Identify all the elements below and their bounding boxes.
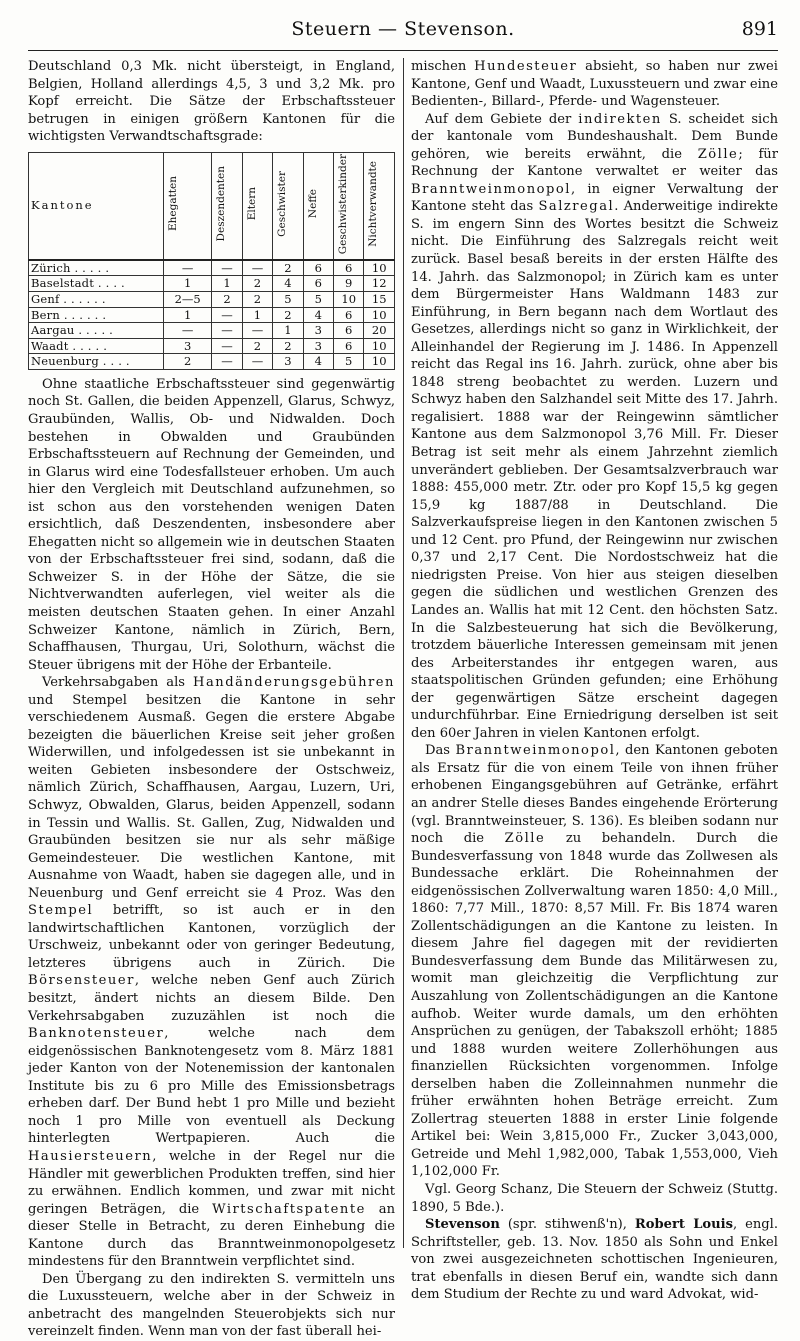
table-cell: 10: [364, 307, 395, 323]
table-cell-canton: Waadt . . . . .: [29, 338, 164, 354]
table-cell: 1: [273, 323, 303, 339]
table-row: [29, 307, 395, 323]
table-row: [29, 276, 395, 292]
table-cell: 6: [303, 260, 333, 276]
column-header: Ehegatten: [164, 152, 212, 260]
table-cell: 4: [303, 307, 333, 323]
table-cell: 3: [303, 338, 333, 354]
paragraph-luxussteuern: Den Übergang zu den indirekten S. vermitteln uns die Luxussteuern, welche aber in der Schweiz in anbetracht des mangelnden Steuerobjekts sich nur vereinzelt finden. Wenn man von der fast überall hei-: [28, 1271, 395, 1340]
table-cell: —: [164, 260, 212, 276]
paragraph-verkehrsabgaben: Verkehrsabgaben als Handänderungsgebühren und Stempel besitzen die Kantone in sehr verschiedenem Ausmaß. Gegen die erstere Abgabe bezeigten die bäuerlichen Kreise seit jeher großen Widerwillen, und infolgedessen ist sie unbekannt in weiten Gebieten insbesondere der Ostschweiz, nämlich Zürich, Schaffhausen, Aargau, Luzern, Uri, Schwyz, Obwalden, Glarus, beiden Appenzell, sodann in Tessin und Wallis. St. Gallen, Zug, Nidwalden und Graubünden besitzen sie nur als sehr mäßige Gemeindesteuer. Die westlichen Kantone, mit Ausnahme von Waadt, haben sie dagegen alle, und in Neuenburg und Genf erreicht sie 4 Proz. Was den Stempel betrifft, so ist auch er in den landwirtschaftlichen Kantonen, vorzüglich der Urschweiz, unbekannt oder von geringer Bedeutung, letzteres übrigens auch in Zürich. Die Börsensteuer, welche neben Genf auch Zürich besitzt, ändert nichts an diesem Bilde. Den Verkehrsabgaben zuzuzählen ist noch die Banknotensteuer, welche nach dem eidgenössischen Banknotengesetz vom 8. März 1881 jeder Kanton von der Notenemission der kantonalen Institute bis zu 6 pro Mille des Emissionsbetrags erheben darf. Der Bund hebt 1 pro Mille und bezieht noch 1 pro Mille von eventuell als Deckung hinterlegten Wertpapieren. Auch die Hausiersteuern, welche in der Regel nur die Händler mit gewerblichen Produkten treffen, sind hier zu erwähnen. Endlich kommen, und zwar mit nicht geringen Beträgen, die Wirtschaftspatente an dieser Stelle in Betracht, zu deren Einhebung die Kantone durch das Branntweinmonopolgesetz mindestens für den Branntwein verpflichtet sind.: [28, 675, 395, 1270]
table-cell: 4: [273, 276, 303, 292]
table-cell: —: [164, 323, 212, 339]
table-cell: 2: [164, 354, 212, 370]
table-cell: 6: [333, 307, 363, 323]
table-cell: 3: [303, 323, 333, 339]
table-header-row: [29, 152, 395, 260]
column-header-kantone: Kantone: [29, 152, 164, 260]
table-cell: 5: [333, 354, 363, 370]
paragraph-erbschaftssteuer: Ohne staatliche Erbschaftssteuer sind gegenwärtig noch St. Gallen, die beiden Appenzell, Glarus, Schwyz, Graubünden, Wallis, Ob- und Nidwalden. Doch bestehen in Obwalden und Graubünden Erbschaftssteuern auf Rechnung der Gemeinden, und in Glarus wird eine Todesfallsteuer erhoben. Um auch hier den Vergleich mit Deutschland aufzunehmen, so ist schon aus den vorstehenden wenigen Daten ersichtlich, daß Deszendenten, insbesondere aber Ehegatten nicht so allgemein wie in deutschen Staaten von der Erbschaftssteuer frei sind, sodann, daß die Schweizer S. in der Höhe der Sätze, die sie Nichtverwandten auferlegen, viel weiter als die meisten deutschen Staaten gehen. In einer Anzahl Schweizer Kantone, nämlich in Zürich, Bern, Schaffhausen, Thurgau, Uri, Solothurn, wächst die Steuer übrigens mit der Höhe der Erbanteile.: [28, 376, 395, 673]
table-cell: 4: [303, 354, 333, 370]
table-cell: 6: [333, 260, 363, 276]
table-cell-canton: Zürich . . . . .: [29, 260, 164, 276]
table-cell: 20: [364, 323, 395, 339]
table-cell: 10: [364, 354, 395, 370]
entry-stevenson: Stevenson (spr. stihwenß'n), Robert Louis, engl. Schriftsteller, geb. 13. Nov. 1850 als Sohn und Enkel von zwei ausgezeichneten schottischen Ingenieuren, trat ebenfalls in diesen Beruf ein, wandte sich dann dem Studium der Rechte zu und ward Advokat, wid-: [411, 1217, 778, 1303]
table-cell-canton: Aargau . . . . .: [29, 323, 164, 339]
table-cell: 2: [273, 260, 303, 276]
table-cell: —: [242, 323, 272, 339]
table-cell: —: [242, 354, 272, 370]
table-cell: 6: [333, 338, 363, 354]
paragraph-literature: Vgl. Georg Schanz, Die Steuern der Schweiz (Stuttg. 1890, 5 Bde.).: [411, 1182, 778, 1215]
table-cell: 9: [333, 276, 363, 292]
table-cell: —: [212, 307, 242, 323]
paragraph-hundesteuer: mischen Hundesteuer absieht, so haben nur zwei Kantone, Genf und Waadt, Luxussteuern und zwar eine Bedienten-, Billard-, Pferde- und Wagensteuer.: [411, 59, 778, 110]
table-cell: 5: [303, 291, 333, 307]
inheritance-tax-table: [28, 152, 395, 370]
table-cell: —: [242, 260, 272, 276]
page-number: 891: [741, 18, 778, 40]
table-cell: 2: [212, 291, 242, 307]
column-header: Geschwisterkinder: [333, 152, 363, 260]
table-row: [29, 338, 395, 354]
table-cell: 10: [364, 260, 395, 276]
column-divider: [403, 58, 404, 1248]
table-cell-canton: Baselstadt . . . .: [29, 276, 164, 292]
table-cell: —: [212, 260, 242, 276]
table-cell: 2: [242, 276, 272, 292]
running-title: Steuern — Stevenson.: [291, 18, 515, 40]
table-row: [29, 260, 395, 276]
page: [28, 14, 779, 1340]
table-cell: 6: [303, 276, 333, 292]
table-body: [29, 260, 395, 370]
table-cell: 1: [242, 307, 272, 323]
table-cell-canton: Neuenburg . . . .: [29, 354, 164, 370]
table-row: [29, 323, 395, 339]
table-cell: 1: [212, 276, 242, 292]
table-cell: 6: [333, 323, 363, 339]
left-column: [28, 58, 395, 1340]
table-cell: 2: [273, 307, 303, 323]
column-header: Deszendenten: [212, 152, 242, 260]
table-cell: 3: [273, 354, 303, 370]
table-cell: 5: [273, 291, 303, 307]
text-columns: [28, 58, 779, 1340]
table-cell-canton: Genf . . . . . .: [29, 291, 164, 307]
column-header: Nichtverwandte: [364, 152, 395, 260]
table-cell: 2: [242, 338, 272, 354]
table-cell: 1: [164, 276, 212, 292]
table-cell: 2—5: [164, 291, 212, 307]
page-header: [28, 14, 778, 51]
table-cell: 10: [364, 338, 395, 354]
paragraph-indirekte-steuern: Auf dem Gebiete der indirekten S. scheidet sich der kantonale vom Bundeshaushalt. Dem Bunde gehören, wie bereits erwähnt, die Zölle; für Rechnung der Kantone verwaltet er weiter das Branntweinmonopol, in eigner Verwaltung der Kantone steht das Salzregal. Anderweitige indirekte S. im engern Sinn des Wortes besitzt die Schweiz nicht. Die Einführung des Salzregals reicht weit zurück. Basel besaß bereits in der ersten Hälfte des 14. Jahrh. das Salzmonopol; in Zürich kam es unter dem Bürgermeister Hans Waldmann 1483 zur Einführung, in Bern begann nach dem Wortlaut des Gesetzes, allerdings nicht so ganz in Wirklichkeit, der Alleinhandel der Regierung im J. 1486. In Appenzell reicht das Regal ins 16. Jahrh. zurück, ohne aber bis 1848 streng beobachtet zu werden. Luzern und Schwyz haben den Salzhandel seit Mitte des 17. Jahrh. regalisiert. 1888 war der Reingewinn sämtlicher Kantone aus dem Salzmonopol 3,76 Mill. Fr. Dieser Betrag ist seit mehr als einem Jahrzehnt ziemlich unverändert geblieben. Der Gesamtsalzverbrauch war 1888: 455,000 metr. Ztr. oder pro Kopf 15,5 kg gegen 15,9 kg 1887/88 in Deutschland. Die Salzverkaufspreise liegen in den Kantonen zwischen 5 und 12 Cent. pro Pfund, der Reingewinn nur zwischen 0,37 und 2,17 Cent. Die Nordostschweiz hat die niedrigsten Preise. Von hier aus steigen dieselben gegen die südlichen und westlichen Grenzen des Landes an. Wallis hat mit 12 Cent. den höchsten Satz. In die Salzbesteuerung hat sich die Bevölkerung, trotzdem bäuerliche Interessen gemeinsam mit jenen des Arbeiterstandes ihr entgegen waren, aus staatspolitischen Gründen gefunden; eine Erhöhung der gegenwärtigen Sätze erscheint dagegen undurchführbar. Eine Erniedrigung derselben ist seit den 60er Jahren in vielen Kantonen erfolgt.: [411, 111, 779, 741]
table-cell: 2: [273, 338, 303, 354]
table-cell: 10: [333, 291, 363, 307]
table-cell: —: [212, 354, 242, 370]
table-cell: 2: [242, 291, 272, 307]
column-header: Geschwister: [273, 152, 303, 260]
table-row: [29, 354, 395, 370]
column-header: Neffe: [303, 152, 333, 260]
table-cell: 15: [364, 291, 395, 307]
paragraph-branntweinmonopol: Das Branntweinmonopol, den Kantonen geboten als Ersatz für die von einem Teile von ihnen früher erhobenen Eingangsgebühren auf Getränke, erfährt an andrer Stelle dieses Bandes eingehende Erörterung (vgl. Branntweinsteuer, S. 136). Es bleiben sodann nur noch die Zölle zu behandeln. Durch die Bundesverfassung von 1848 wurde das Zollwesen als Bundessache erklärt. Die Roheinnahmen der eidgenössischen Zollverwaltung waren 1850: 4,0 Mill., 1860: 7,77 Mill., 1870: 8,57 Mill. Fr. Bis 1874 waren Zollentschädigungen an die Kantone zu leisten. In diesem Jahre fiel dagegen mit der revidierten Bundesverfassung dem Bunde das Militärwesen zu, womit man gleichzeitig die Verpflichtung zur Auszahlung von Zollentschädigungen an die Kantone aufhob. Weiter wurde damals, um den erhöhten Ansprüchen zu genügen, der Tabakszoll erhöht; 1885 und 1888 wurden weitere Zollerhöhungen aus finanziellen Rücksichten vorgenommen. Infolge derselben haben die Zolleinnahmen nunmehr die früher erwähnten hohen Beträge erreicht. Zum Zollertrag steuerten 1888 in erster Linie folgende Artikel bei: Wein 3,815,000 Fr., Zucker 3,043,000, Getreide und Mehl 1,982,000, Tabak 1,553,000, Vieh 1,102,000 Fr.: [411, 743, 778, 1180]
intro-paragraph: Deutschland 0,3 Mk. nicht übersteigt, in England, Belgien, Holland allerdings 4,5, 3 und 3,2 Mk. pro Kopf erreicht. Die Sätze der Erbschaftssteuer betrugen in einigen größern Kantonen für die wichtigsten Verwandtschaftsgrade:: [28, 59, 395, 145]
table-cell: —: [212, 323, 242, 339]
table-cell: 3: [164, 338, 212, 354]
table-cell: 1: [164, 307, 212, 323]
table-cell: —: [212, 338, 242, 354]
table-cell: 12: [364, 276, 395, 292]
table-row: [29, 291, 395, 307]
column-header: Eltern: [242, 152, 272, 260]
table-cell-canton: Bern . . . . . .: [29, 307, 164, 323]
right-column: [411, 58, 779, 1303]
